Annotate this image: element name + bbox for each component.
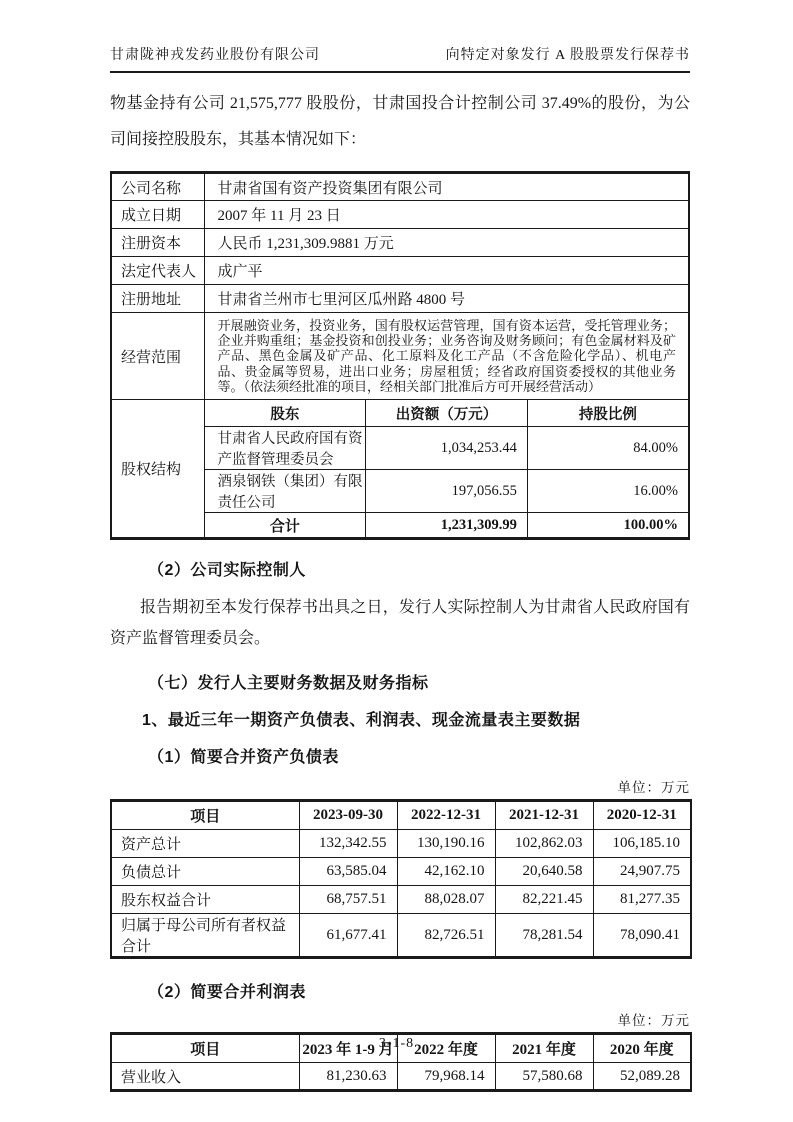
ownership-ratio: 16.00%	[527, 470, 689, 513]
row-item: 营业收入	[111, 1063, 299, 1091]
column-header: 2021-12-31	[495, 801, 593, 830]
field-value: 甘肃省兰州市七里河区瓜州路 4800 号	[204, 285, 689, 313]
field-label: 经营范围	[111, 313, 204, 400]
field-value: 2007 年 11 月 23 日	[204, 201, 689, 229]
field-value: 人民币 1,231,309.9881 万元	[204, 229, 689, 257]
cell-value: 82,221.45	[495, 886, 593, 914]
column-header: 2021 年度	[495, 1034, 593, 1063]
cell-value: 63,585.04	[299, 858, 397, 886]
actual-controller-paragraph: 报告期初至本发行保荐书出具之日，发行人实际控制人为甘肃省人民政府国有资产监督管理委员会。	[110, 599, 690, 648]
cell-value: 82,726.51	[397, 914, 495, 958]
row-item: 归属于母公司所有者权益合计	[111, 914, 299, 958]
company-info-table	[110, 171, 690, 540]
row-item: 资产总计	[111, 830, 299, 858]
field-label: 注册地址	[111, 285, 204, 313]
table-row	[111, 1063, 691, 1091]
table-row	[111, 229, 689, 257]
cell-value: 78,090.41	[593, 914, 691, 958]
heading-financial-data: （七）发行人主要财务数据及财务指标	[148, 675, 429, 693]
table-row	[111, 173, 689, 201]
shareholder-name: 酒泉钢铁（集团）有限责任公司	[204, 470, 366, 513]
cell-value: 102,862.03	[495, 830, 593, 858]
field-label: 股权结构	[111, 400, 204, 539]
field-value: 成广平	[204, 257, 689, 285]
field-value: 甘肃省国有资产投资集团有限公司	[204, 173, 689, 201]
table-row	[111, 285, 689, 313]
cell-value: 42,162.10	[397, 858, 495, 886]
header-document-title: 向特定对象发行 A 股股票发行保荐书	[445, 48, 690, 63]
total-ratio: 100.00%	[527, 513, 689, 539]
cell-value: 68,757.51	[299, 886, 397, 914]
table-row	[111, 914, 691, 958]
ownership-ratio: 84.00%	[527, 427, 689, 470]
table-row	[111, 313, 689, 400]
field-label: 成立日期	[111, 201, 204, 229]
column-header: 项目	[111, 801, 299, 830]
table-row	[111, 257, 689, 285]
column-header: 2022 年度	[397, 1034, 495, 1063]
intro-paragraph: 物基金持有公司 21,575,777 股股份，甘肃国投合计控制公司 37.49%的股份，为公司间接控股股东，其基本情况如下：	[110, 95, 690, 148]
unit-label-income: 单位：万元	[617, 1013, 690, 1029]
heading-balance-sheet: （1）简要合并资产负债表	[148, 749, 339, 767]
balance-sheet-table	[110, 799, 692, 959]
page-header	[110, 44, 690, 73]
capital-amount: 1,034,253.44	[366, 427, 528, 470]
cell-value: 52,089.28	[593, 1063, 691, 1091]
cell-value: 61,677.41	[299, 914, 397, 958]
cell-value: 78,281.54	[495, 914, 593, 958]
field-label: 法定代表人	[111, 257, 204, 285]
column-header: 2020-12-31	[593, 801, 691, 830]
capital-amount: 197,056.55	[366, 470, 528, 513]
column-header: 2023 年 1-9 月	[299, 1034, 397, 1063]
cell-value: 81,230.63	[299, 1063, 397, 1091]
field-label: 注册资本	[111, 229, 204, 257]
cell-value: 79,968.14	[397, 1063, 495, 1091]
column-header: 持股比例	[527, 400, 689, 427]
table-row	[111, 830, 691, 858]
column-header: 项目	[111, 1034, 299, 1063]
table-row	[111, 886, 691, 914]
heading-income-statement: （2）简要合并利润表	[148, 984, 306, 1002]
column-header: 出资额（万元）	[366, 400, 528, 427]
total-label: 合计	[204, 513, 366, 539]
column-header: 2023-09-30	[299, 801, 397, 830]
cell-value: 57,580.68	[495, 1063, 593, 1091]
heading-actual-controller: （2）公司实际控制人	[148, 562, 306, 580]
field-label: 公司名称	[111, 173, 204, 201]
row-item: 负债总计	[111, 858, 299, 886]
table-row	[111, 858, 691, 886]
cell-value: 81,277.35	[593, 886, 691, 914]
column-header: 2022-12-31	[397, 801, 495, 830]
shareholder-name: 甘肃省人民政府国有资产监督管理委员会	[204, 427, 366, 470]
cell-value: 106,185.10	[593, 830, 691, 858]
total-amount: 1,231,309.99	[366, 513, 528, 539]
equity-header-row	[111, 400, 689, 427]
table-row	[111, 201, 689, 229]
heading-main-statements: 1、最近三年一期资产负债表、利润表、现金流量表主要数据	[142, 712, 581, 730]
business-scope-text: 开展融资业务，投资业务，国有股权运营管理，国有资本运营，受托管理业务；企业并购重组；基金投资和创投业务；业务咨询及财务顾问；有色金属材料及矿产品、黑色金属及矿产品、化工原料及化工产品（不含危险化学品）、机电产品、贵金属等贸易，进出口业务；房屋租赁；经省政府国资委授权的其他业务等。（依法须经批准的项目，经相关部门批准后方可开展经营活动）	[204, 313, 689, 400]
page-number: 3-1-8	[378, 1036, 415, 1051]
row-item: 股东权益合计	[111, 886, 299, 914]
header-company-name: 甘肃陇神戎发药业股份有限公司	[110, 48, 320, 63]
cell-value: 132,342.55	[299, 830, 397, 858]
column-header: 股东	[204, 400, 366, 427]
cell-value: 20,640.58	[495, 858, 593, 886]
unit-label-balance: 单位：万元	[617, 780, 690, 796]
cell-value: 24,907.75	[593, 858, 691, 886]
cell-value: 130,190.16	[397, 830, 495, 858]
cell-value: 88,028.07	[397, 886, 495, 914]
column-header: 2020 年度	[593, 1034, 691, 1063]
header-row	[111, 801, 691, 830]
